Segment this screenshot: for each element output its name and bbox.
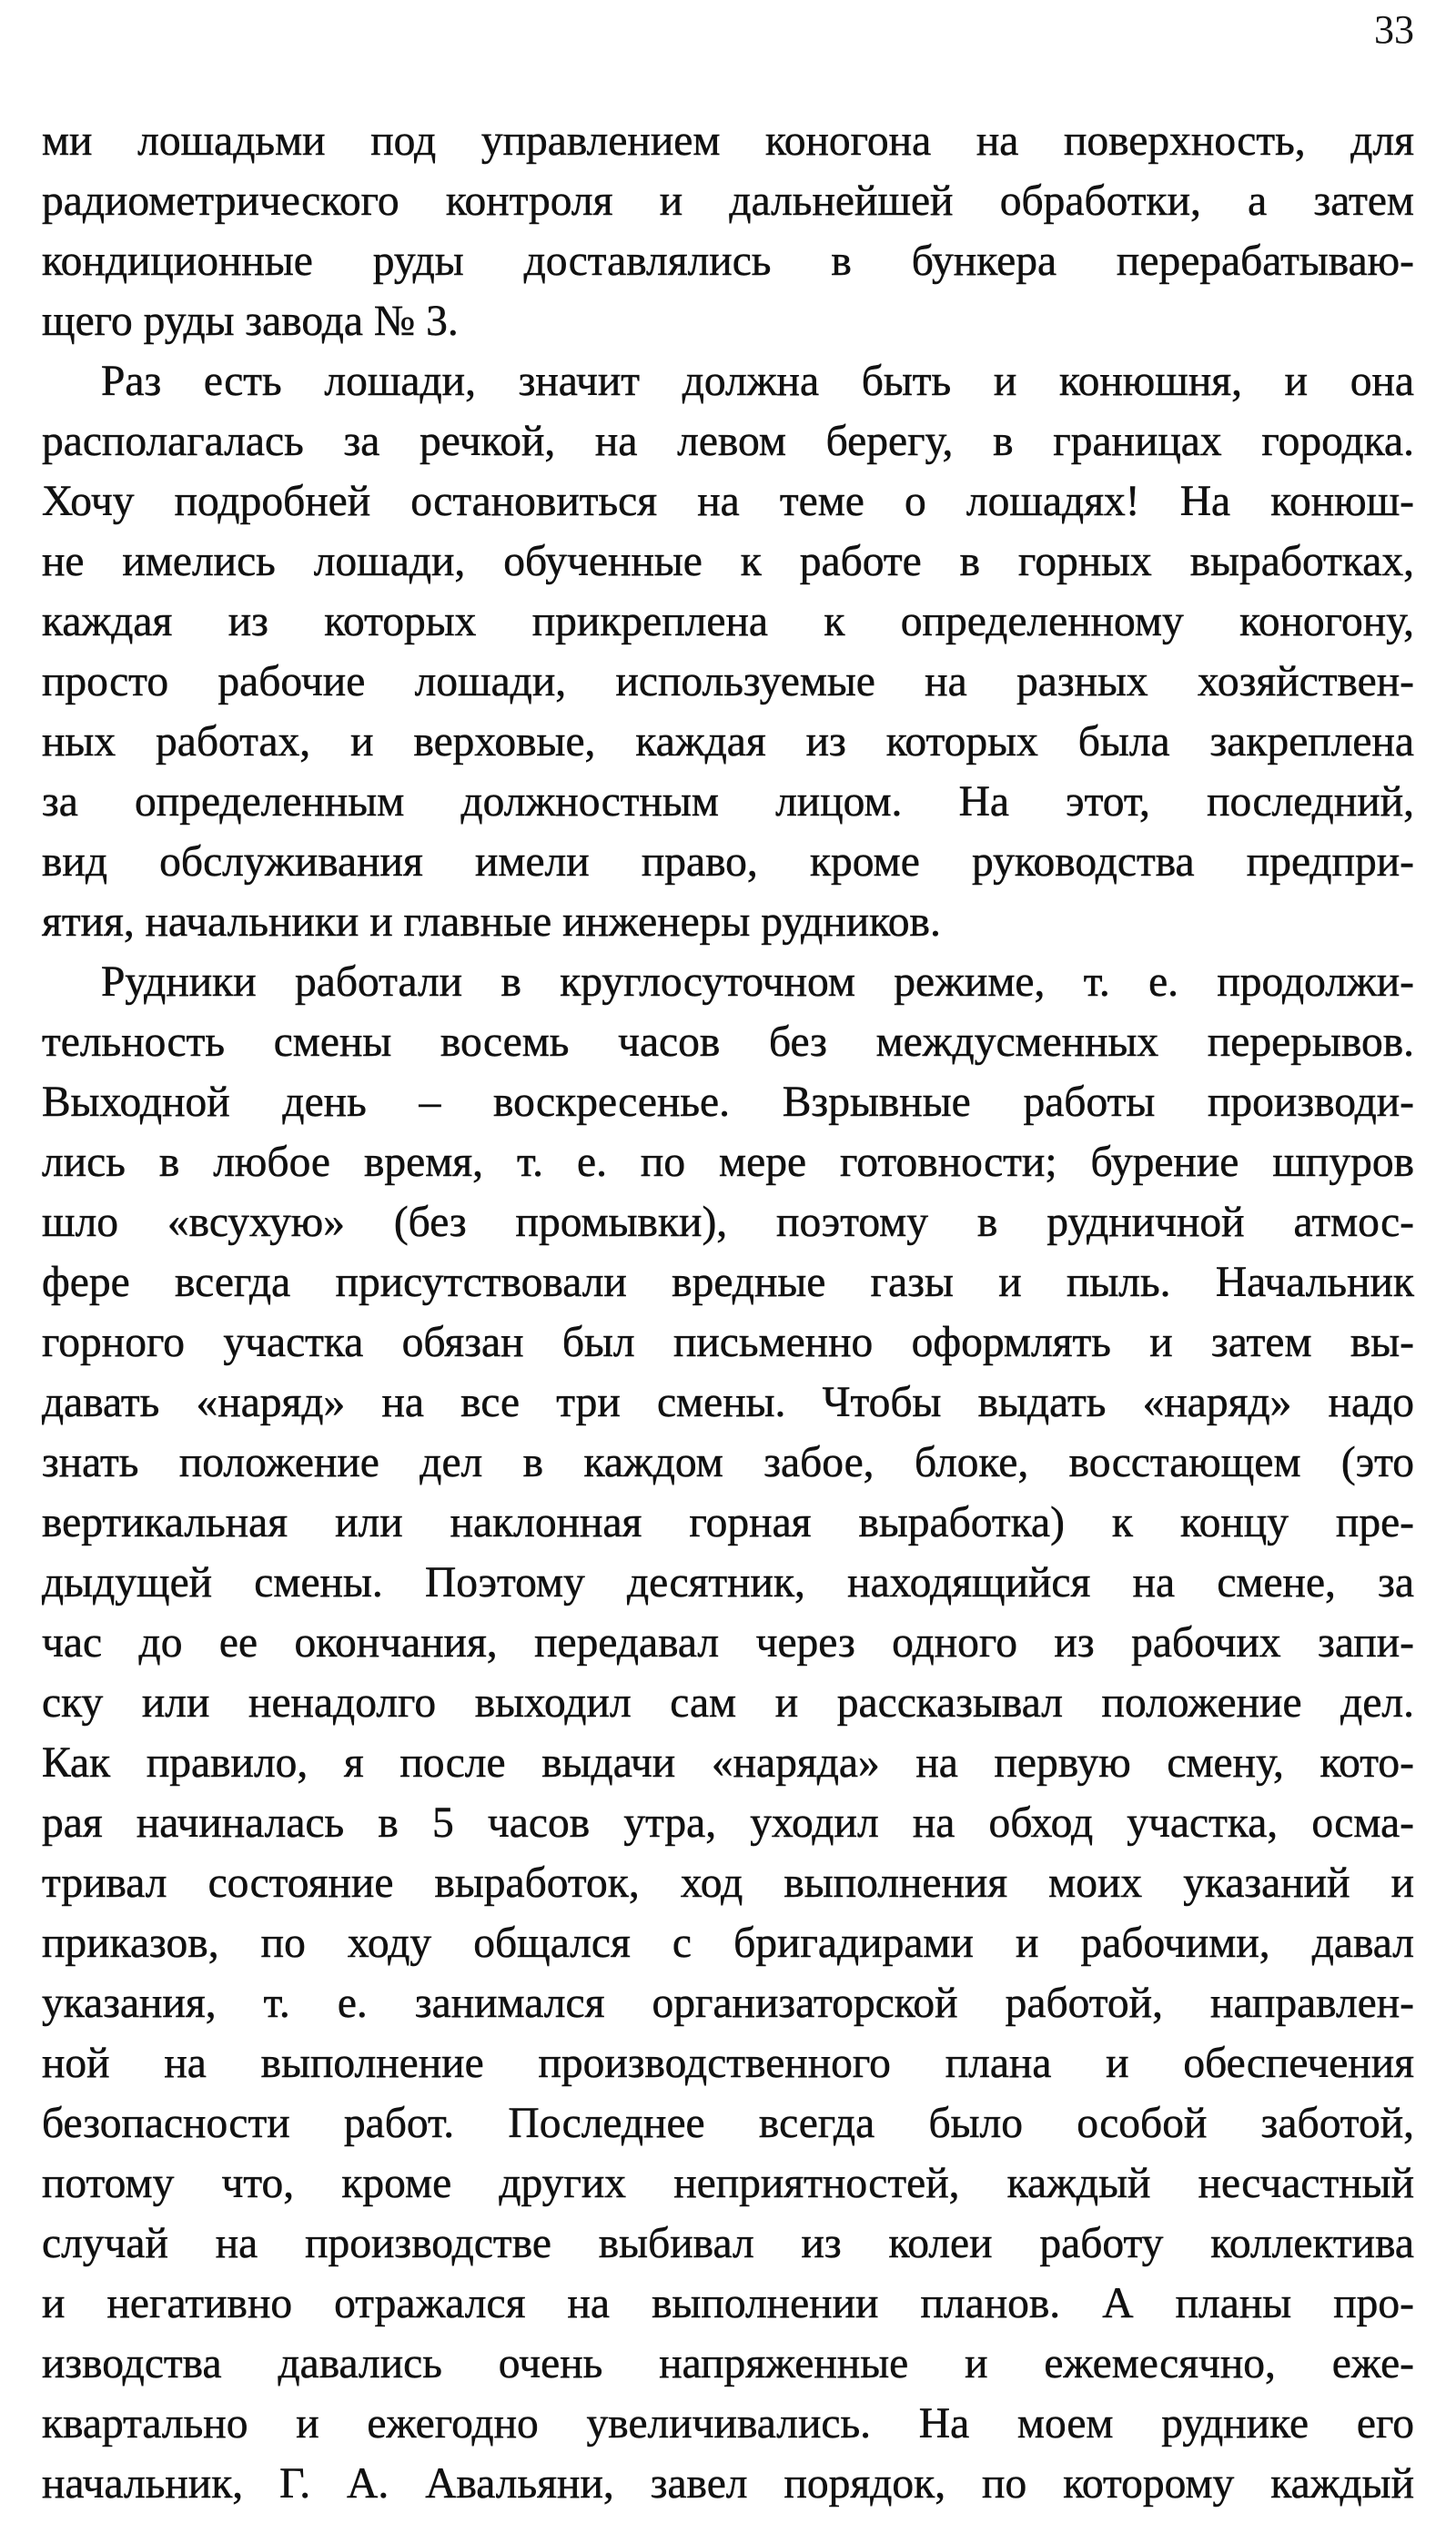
text-line: час до ее окончания, передавал через одного из рабочих запи- xyxy=(42,1619,1414,1667)
text-line: Как правило, я после выдачи «наряда» на первую смену, кото- xyxy=(42,1739,1414,1787)
text-line: квартально и ежегодно увеличивались. На моем руднике его xyxy=(42,2400,1414,2447)
text-line: ятия, начальники и главные инженеры рудников. xyxy=(42,898,941,946)
text-line: просто рабочие лошади, используемые на разных хозяйствен- xyxy=(42,658,1414,705)
text-line: ной на выполнение производственного плана и обеспечения xyxy=(42,2040,1414,2087)
text-line: давать «наряд» на все три смены. Чтобы выдать «наряд» надо xyxy=(42,1379,1414,1426)
text-line: фере всегда присутствовали вредные газы и пыль. Начальник xyxy=(42,1259,1414,1306)
text-line: тельность смены восемь часов без междусменных перерывов. xyxy=(42,1018,1414,1066)
text-line: ску или ненадолго выходил сам и рассказывал положение дел. xyxy=(42,1679,1414,1727)
paragraph xyxy=(42,111,1414,351)
text-line: безопасности работ. Последнее всегда было особой заботой, xyxy=(42,2100,1414,2147)
text-line: кондиционные руды доставлялись в бункера перерабатываю- xyxy=(42,238,1414,285)
text-line: располагалась за речкой, на левом берегу, в границах городка. xyxy=(42,418,1414,465)
text-line: вид обслуживания имели право, кроме руководства предпри- xyxy=(42,838,1414,886)
text-line: щего руды завода № 3. xyxy=(42,298,459,345)
text-line: вертикальная или наклонная горная выработка) к концу пре- xyxy=(42,1499,1414,1546)
paragraph xyxy=(42,351,1414,952)
text-line: горного участка обязан был письменно оформлять и затем вы- xyxy=(42,1319,1414,1366)
text-line: знать положение дел в каждом забое, блоке, восстающем (это xyxy=(42,1439,1414,1486)
text-line: Раз есть лошади, значит должна быть и конюшня, и она xyxy=(101,358,1414,405)
text-line: каждая из которых прикреплена к определенному коногону, xyxy=(42,598,1414,645)
text-line: приказов, по ходу общался с бригадирами и рабочими, давал xyxy=(42,1920,1414,1967)
body-text xyxy=(42,111,1414,2514)
text-line: и негативно отражался на выполнении планов. А планы про- xyxy=(42,2280,1414,2327)
text-line: тривал состояние выработок, ход выполнения моих указаний и xyxy=(42,1859,1414,1907)
paragraph xyxy=(42,952,1414,2514)
text-line: Хочу подробней остановиться на теме о лошадях! На конюш- xyxy=(42,478,1414,525)
text-line: радиометрического контроля и дальнейшей обработки, а затем xyxy=(42,177,1414,225)
text-line: не имелись лошади, обученные к работе в горных выработках, xyxy=(42,538,1414,585)
page-number: 33 xyxy=(1374,7,1414,52)
text-line: указания, т. е. занимался организаторской работой, направлен- xyxy=(42,1980,1414,2027)
text-line: потому что, кроме других неприятностей, каждый несчастный xyxy=(42,2160,1414,2207)
text-line: за определенным должностным лицом. На этот, последний, xyxy=(42,778,1414,826)
text-line: случай на производстве выбивал из колеи работу коллектива xyxy=(42,2220,1414,2267)
text-line: изводства давались очень напряженные и ежемесячно, еже- xyxy=(42,2340,1414,2387)
text-line: Рудники работали в круглосуточном режиме, т. е. продолжи- xyxy=(101,958,1414,1006)
text-line: Выходной день – воскресенье. Взрывные работы производи- xyxy=(42,1079,1414,1126)
text-line: дыдущей смены. Поэтому десятник, находящийся на смене, за xyxy=(42,1559,1414,1606)
text-line: начальник, Г. А. Авальяни, завел порядок, по которому каждый xyxy=(42,2460,1414,2508)
text-line: лись в любое время, т. е. по мере готовности; бурение шпуров xyxy=(42,1139,1414,1186)
text-line: ми лошадьми под управлением коногона на поверхность, для xyxy=(42,117,1414,165)
text-line: рая начиналась в 5 часов утра, уходил на обход участка, осма- xyxy=(42,1799,1414,1847)
text-line: ных работах, и верховые, каждая из которых была закреплена xyxy=(42,718,1414,765)
text-line: шло «всухую» (без промывки), поэтому в рудничной атмос- xyxy=(42,1199,1414,1246)
